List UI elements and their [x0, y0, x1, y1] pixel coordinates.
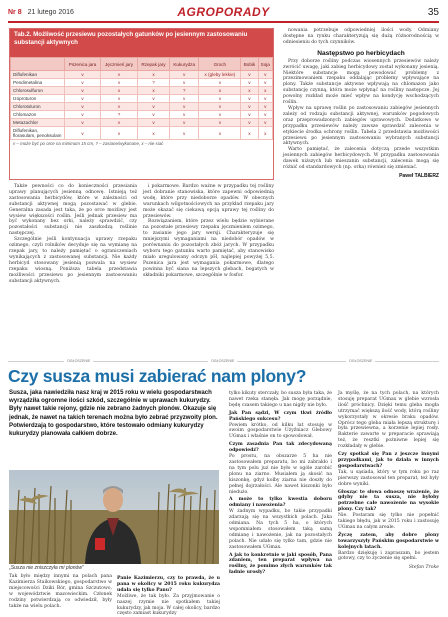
- table-cell: v: [258, 95, 272, 103]
- farmer-photo: [9, 470, 219, 564]
- substance-name: Chlorosulfuron: [11, 87, 65, 95]
- article-column-3: [229, 391, 332, 600]
- ad-label: OGŁOSZENIE: [208, 359, 237, 363]
- substance-name: Izoproturon: [11, 95, 65, 103]
- table-cell: v: [258, 103, 272, 111]
- table-cell: v: [65, 71, 101, 79]
- table-cell: x: [101, 87, 138, 95]
- article-column-4: [338, 391, 439, 600]
- table-header-cell: Kukurydza: [170, 58, 199, 71]
- right-column: [283, 28, 439, 356]
- table-cell: v: [65, 103, 101, 111]
- table-cell: x: [137, 87, 169, 95]
- table-cell: v: [170, 111, 199, 119]
- interview-question: A jak to konkretnie w jaki sposób, Pana zdaniem, ten preparat wpływa na rośliny, że pomimo złych warunków tak ładnie urosły?: [229, 552, 332, 576]
- table-cell: ?: [137, 79, 169, 87]
- table-cell: v: [258, 119, 272, 127]
- substance-name: Pendimetalina: [11, 79, 65, 87]
- left-column: [9, 184, 137, 356]
- paragraph: Bardzo dziękuję i zapraszam, bo jestem gotowy, czy to życzenie się spełni.: [338, 550, 439, 562]
- table-cell: x: [199, 127, 241, 140]
- table-row: [11, 87, 273, 95]
- table-cell: x: [241, 127, 258, 140]
- table-row: [11, 79, 273, 87]
- article-headline: Czy susza musi zabierać nam plony?: [8, 366, 307, 386]
- page-header: [8, 4, 439, 20]
- table-cell: v: [199, 79, 241, 87]
- table-cell: v: [199, 103, 241, 111]
- table-cell: v: [170, 71, 199, 79]
- table-cell: v: [101, 95, 138, 103]
- table-cell: v: [241, 103, 258, 111]
- ad-label: OGŁOSZENIE: [64, 359, 93, 363]
- table-cell: x: [137, 127, 169, 140]
- table-cell: v: [258, 79, 272, 87]
- paragraph: Nie. Postaram się tylko nie popełnić takiego błędu, jak w 2015 roku i zastosuję UGmax na całym areale.: [338, 513, 439, 530]
- paragraph: Wpływ na uprawę roślin po zastosowaniu zabiegów jesiennych zależy od rodzaju substancji aktywnej, warunków pogodowych oraz przeprowadzonych zabiegów uprawowych. Dodatkowo w przypadku przesiewów należy zawsze sprawdzić zalecenia w etykiecie środka ochrony roślin. Tabela 2 przedstawia możliwości przesiewu po jesiennym zastosowaniu wybranych substancji aktywnych.: [283, 105, 439, 147]
- interview-question: Czym zasadnia Pan tak zdecydowaną odpowiedź?: [229, 442, 332, 454]
- table-cell: v: [241, 111, 258, 119]
- table-header-cell: Pszenica jara: [65, 58, 101, 71]
- author-byline: Paweł TALBIERZ: [399, 172, 439, 179]
- substance-name: Chlomazon: [11, 111, 65, 119]
- table-cell: v: [65, 127, 101, 140]
- issue-number: Nr 8: [8, 8, 22, 16]
- interview-question: Jak Pan sądzi, W czym tkwi źródło Pańskiego sukcesu?: [229, 410, 332, 422]
- table-cell: v: [137, 95, 169, 103]
- paragraph: Także pewności co do konieczności przesiania uprawy planujących jesienną odnowę. Istnieją też zastosowania herbicydów, które w zależności od substancji aktywnej mogą pozostawać w glebie. Generalna zasada jest taka, że po orce możliwy jest wysiew większości roślin. Jeśli jednak przesiew ma być wykonany bez orki, należy sprawdzić, czy pozostałości substancji nie zaszkodzą roślinie następczej.: [9, 184, 137, 237]
- middle-column: [143, 184, 274, 356]
- issue-date: 21 lutego 2016: [27, 8, 74, 16]
- photo-caption: „Susza nie zniszczyła mi plonów”: [9, 565, 84, 571]
- header-rule: [8, 21, 439, 23]
- table-cell: v: [170, 127, 199, 140]
- table-cell: v: [241, 95, 258, 103]
- substance-name: Diflufenikan: [11, 71, 65, 79]
- resow-table: [10, 57, 273, 140]
- paragraph: Ja myślę, że na tych polach, na których stosuję preparat UGmax w glebie wzrosła ilość próchnicy. Dzięki temu gleba mogła utrzymać większą ilość wody, którą rośliny wykorzystały w okresie braku opadów. Oprócz tego gleba miała lepszą strukturę i była przewiewna, a korzenie lepiej rosły. Bakterie zawarte w preparacie sprawiają też, że resztki pożniwne lepiej się rozkładały w glebie.: [338, 391, 439, 450]
- table-cell: ?: [101, 111, 138, 119]
- paragraph: W żadnym wypadku, bo takie przypadki zdarzają się na wszystkich polach. Jaka odmiana. Na tych 5 ha, o których wspomniałem stosowałem taką samą odmianę i nawożenie, jak na pozostałych polach. Nie udało się tylko tam, gdzie nie zastosowałem UGmax.: [229, 509, 332, 550]
- ad-label: OGŁOSZENIE: [346, 359, 375, 363]
- table-cell: v: [170, 79, 199, 87]
- table-cell: v: [65, 87, 101, 95]
- table-cell: v: [65, 119, 101, 127]
- paragraph: Po prostu, na obszarze 5 ha nie zastosowałem preparatu, bo mi zabrakło i na tym polu już nie było w ogóle zarobić plonu na ziarno. Musiałem ją skosić na kiszonkę, gdyż kolby ziarna nie doszły do pełnej dojrzałości. Ale nawet kiszonki było niedużo.: [229, 454, 332, 495]
- article-column-1: [9, 574, 112, 609]
- table-row: [11, 111, 273, 119]
- paragraph: Tak było między innymi na polach pana Kazimierza Staikowskiego, gospodarstwo w miejscowości Dziki Bór, gmina Szczutowo, w województwie mazowieckim. Członek rodziny potwierdzają co odwiedził, były także na wielu polach.: [9, 574, 112, 609]
- table-cell: x: [241, 87, 258, 95]
- table-header-cell: [11, 58, 65, 71]
- table-cell: v: [65, 111, 101, 119]
- paragraph: Warto pamiętać, że zalecenia dotyczą przede wszystkim jesiennych zabiegów herbicydowych. W przypadku zastosowania dawek niższych lub mieszanin substancji, zalecenia mogą się różnić od standardowych (np. orka) również się zmieniać.: [283, 147, 439, 171]
- table-row: [11, 119, 273, 127]
- table-cell: v: [137, 103, 169, 111]
- table-cell: x (gleby lekkie): [199, 71, 241, 79]
- table-cell: v: [199, 119, 241, 127]
- table-cell: v: [101, 103, 138, 111]
- table-header-cell: Jęczmień jary: [101, 58, 138, 71]
- table-cell: v: [170, 119, 199, 127]
- paragraph: i pokarmowe. Bardzo ważne w przypadku tej rośliny jest dobranie stanowiska, które zapewni odpowiednią wodę, które przy niedoborze opadów. W obecnych warunkach wilgotnościowych na przykład rzepaku jary może okazać się ciekawą opcją uprawy tej rośliny do przesiewów.: [143, 184, 274, 219]
- table-cell: x: [258, 87, 272, 95]
- subheading: Następstwo po herbicydach: [317, 49, 405, 57]
- table-header-cell: Groch: [199, 58, 241, 71]
- interview-question: Głosząc te słowa odnoszę wrażenie, że gdyby nie ta susza, nie byłoby potrzebne całe nawożenie na wysokie plony. Czy tak?: [338, 489, 439, 513]
- table-cell: v: [170, 95, 199, 103]
- table-box: [9, 28, 274, 180]
- table-header-cell: Soja: [258, 58, 272, 71]
- table-title: Tab.2. Możliwość przesiewu pozostałych gatunków po jesiennym zastosowaniu substancji aktywnych: [10, 29, 273, 57]
- paragraph: Powiem krótko, od kilku lat stosuję w swoim gospodarstwie Użyźniacz Glebowy UGmax i właśnie on to spowodował.: [229, 422, 332, 440]
- paragraph: nowania potrzebuje odpowiedniej ilości wody. Odmiany dostępne na rynku charakteryzują się dużą różnorodnością w odniesieniu do tych czynników.: [283, 28, 439, 45]
- table-cell: v: [241, 71, 258, 79]
- interview-question: Panie Kazimierzu, czy to prawda, że u pana w okolicy w 2015 roku kukurydza udała się tylko Panu?: [117, 576, 220, 593]
- table-cell: x: [199, 87, 241, 95]
- paragraph: Możliwe, że tak było. Za przyjmowanie o naszej rzymie nie spotkałem takiej kukurydzy, jak moja. W całej okolicy, bardzo często zamiast kukurydzy: [117, 593, 220, 617]
- table-cell: x: [137, 71, 169, 79]
- table-cell: v: [199, 95, 241, 103]
- table-header-cell: Rzepak jary: [137, 58, 169, 71]
- table-cell: v: [258, 111, 272, 119]
- author-signature: Stefan Troke: [408, 565, 439, 571]
- table-cell: v: [101, 127, 138, 140]
- paragraph: tylko kikuty sterczały, bo susza była taka, że nawet rzeka stanęła. Jak mogę porządnie, będę czasem takiego u nas nigdy nie było.: [229, 391, 332, 408]
- paragraph: Szczególnie jeśli kontynuacja uprawy rzepaku ozimego, czyli rolników decyduje się na wymianę na rzepak jary, to należy pamiętać o ograniczeniach wynikających z zastosowanej substancji. Nie każdy herbicyd stosowany jesienią pozwala na wysiew rzepaku wiosną. Poniższa tabela przedstawia możliwości przesiewu po jesiennym zastosowaniu substancji aktywnych.: [9, 237, 137, 284]
- table-cell: v: [101, 71, 138, 79]
- table-cell: v: [101, 79, 138, 87]
- table-cell: v: [137, 111, 169, 119]
- magazine-logo: AGROPORADY: [177, 5, 270, 19]
- table-note: v – może być po orce na minimum 15 cm, ? – zasiane/wykonane, x – nie siać: [13, 141, 164, 146]
- substance-name: Diflufenikan, florasulam, penoksulam: [11, 127, 65, 140]
- table-header-cell: Bobik: [241, 58, 258, 71]
- table-cell: v: [101, 119, 138, 127]
- article-column-2: [117, 574, 220, 617]
- paragraph: Przy doborze rośliny podczas wiosennych przesiewów należy zwrócić uwagę, jaki zabieg herbicydowy został wykonany jesienią. Niektóre substancje mogą powodować problemy z przezimowaniem rzepaku oddalając problemy wpływające na plony. Także substancje aktywne wpływają na chlomazon jako substancję czynną, która może wpłynąć na rośliny następcze. Jej powolny rozkład może mieć wpływ na kondycję wschodzących roślin.: [283, 58, 439, 106]
- table-row: [11, 71, 273, 79]
- table-cell: v: [137, 119, 169, 127]
- table-cell: ?: [170, 87, 199, 95]
- table-cell: v: [241, 119, 258, 127]
- table-row: [11, 95, 273, 103]
- table-header-row: [11, 58, 273, 71]
- paragraph: Rozwiązaniem, które przez wielu będzie wybierane na pozostałe przesiewy rzepaku jęczmieniem ozimego, to zasianie jego jary wersji. Charakteryzuje się mniejszymi wymaganiami na niedobór opadów w porównaniu do pozostałych zbóż jarych. W przypadku wyboru tego gatunku warto pamiętać, aby stanowisko miało uregulowany odczyn pH, najlepiej powyżej 5,5. Pszenica jara jest wymagania pokarmowe, dlatego powinna być siana na lepszych glebach, bogatych w składniki pokarmowe, szczególnie w fosfor.: [143, 219, 274, 278]
- cornfield-illustration: [9, 470, 219, 564]
- table-cell: v: [258, 71, 272, 79]
- page-number: 35: [427, 6, 439, 18]
- interview-question: Życzę zatem, aby dobre plony towarzyszyły Pańskim gospodarstwie w kolejnych latach.: [338, 532, 439, 550]
- table-body: [11, 71, 273, 140]
- interview-question: Czy spotkał się Pan z jeszcze innymi przypadkami, jak to działa w innych gospodarstwach?: [338, 452, 439, 469]
- paragraph: Tak, u sąsiada, który w tym roku po raz pierwszy zastosował ten preparat, też były dobre wyniki.: [338, 469, 439, 487]
- substance-name: Chlorotoluron: [11, 103, 65, 111]
- table-cell: v: [65, 95, 101, 103]
- table-cell: x: [258, 127, 272, 140]
- table-cell: v: [65, 79, 101, 87]
- interview-question: A może to tylko kwestia doboru odmiany i nawożenia?: [229, 497, 332, 509]
- substance-name: Metazachlor: [11, 119, 65, 127]
- table-cell: v: [241, 79, 258, 87]
- table-row: [11, 103, 273, 111]
- table-cell: v: [170, 103, 199, 111]
- table-row: [11, 127, 273, 140]
- table-cell: v: [199, 111, 241, 119]
- article-lead: Susza, jaka nawiedziła nasz kraj w 2015 roku w wielu gospodarstwach wyrządziła ogromne ilości szkód, szczególnie w uprawach kukurydzy. Były nawet takie rejony, gdzie nie zebrano żadnych plonów. Okazuje się jednak, że nawet na takich terenach można było zebrać przyzwoity plon. Potwierdzają to gospodarstwo, które testowało odmiany kukurydzy kukurydzy planowała całkiem dobrze.: [9, 389, 218, 438]
